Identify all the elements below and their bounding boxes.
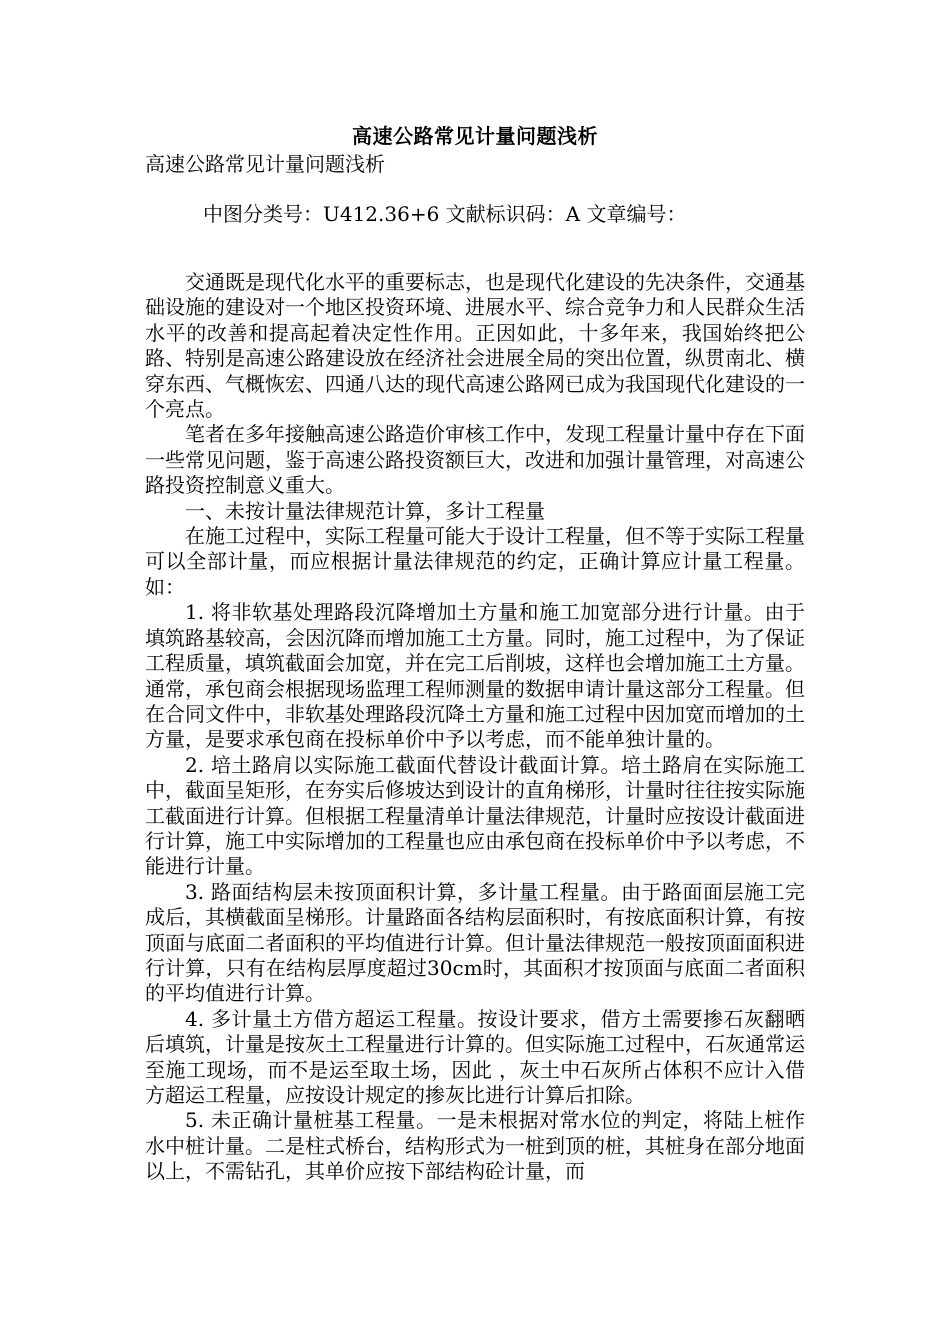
section-heading-1: 一、未按计量法律规范计算，多计工程量 (185, 498, 545, 523)
document-subtitle: 高速公路常见计量问题浅析 (145, 152, 385, 176)
list-item-4: 4. 多计量土方借方超运工程量。按设计要求，借方土需要掺石灰翻晒后填筑，计量是按灰土工程量进行计算的。但实际施工过程中，石灰通常运至施工现场，而不是运至取土场，因此 ，灰土中石灰所占体积不应计入借方超运工程量，应按设计规定的掺灰比进行计算后扣除。 (145, 1006, 805, 1107)
classification-line: 中图分类号：U412.36+6 文献标识码：A 文章编号： (203, 202, 687, 226)
list-item-3: 3. 路面结构层未按顶面积计算，多计量工程量。由于路面面层施工完成后，其横截面呈梯形。计量路面各结构层面积时，有按底面积计算，有按顶面与底面二者面积的平均值进行计算。但计量法律规范一般按顶面面积进行计算，只有在结构层厚度超过30cm时，其面积才按顶面与底面二者面积的平均值进行计算。 (145, 879, 805, 1006)
list-item-1: 1. 将非软基处理路段沉降增加土方量和施工加宽部分进行计量。由于填筑路基较高，会因沉降而增加施工土方量。同时，施工过程中，为了保证工程质量，填筑截面会加宽，并在完工后削坡，这样也会增加施工土方量。通常，承包商会根据现场监理工程师测量的数据申请计量这部分工程量。但在合同文件中，非软基处理路段沉降土方量和施工过程中因加宽而增加的土方量，是要求承包商在投标单价中予以考虑，而不能单独计量的。 (145, 600, 805, 752)
paragraph-section-1-intro: 在施工过程中，实际工程量可能大于设计工程量，但不等于实际工程量可以全部计量，而应根据计量法律规范的约定，正确计算应计量工程量。如： (145, 524, 805, 599)
document-title: 高速公路常见计量问题浅析 (352, 124, 598, 148)
document-body (145, 270, 805, 1185)
paragraph-author-note: 笔者在多年接触高速公路造价审核工作中，发现工程量计量中存在下面一些常见问题，鉴于高速公路投资额巨大，改进和加强计量管理，对高速公路投资控制意义重大。 (145, 422, 805, 498)
list-item-2: 2. 培土路肩以实际施工截面代替设计截面计算。培土路肩在实际施工中，截面呈矩形，在夯实后修坡达到设计的直角梯形，计量时往往按实际施工截面进行计算。但根据工程量清单计量法律规范，计量时应按设计截面进行计算，施工中实际增加的工程量也应由承包商在投标单价中予以考虑，不能进行计量。 (145, 752, 805, 879)
paragraph-intro: 交通既是现代化水平的重要标志，也是现代化建设的先决条件，交通基础设施的建设对一个地区投资环境、进展水平、综合竞争力和人民群众生活水平的改善和提高起着决定性作用。正因如此，十多年来，我国始终把公路、特别是高速公路建设放在经济社会进展全局的突出位置，纵贯南北、横穿东西、气概恢宏、四通八达的现代高速公路网已成为我国现代化建设的一个亮点。 (145, 270, 805, 422)
list-item-5: 5. 未正确计量桩基工程量。一是未根据对常水位的判定，将陆上桩作水中桩计量。二是柱式桥台，结构形式为一桩到顶的桩，其桩身在部分地面以上，不需钻孔，其单价应按下部结构砼计量，而 (145, 1108, 805, 1184)
